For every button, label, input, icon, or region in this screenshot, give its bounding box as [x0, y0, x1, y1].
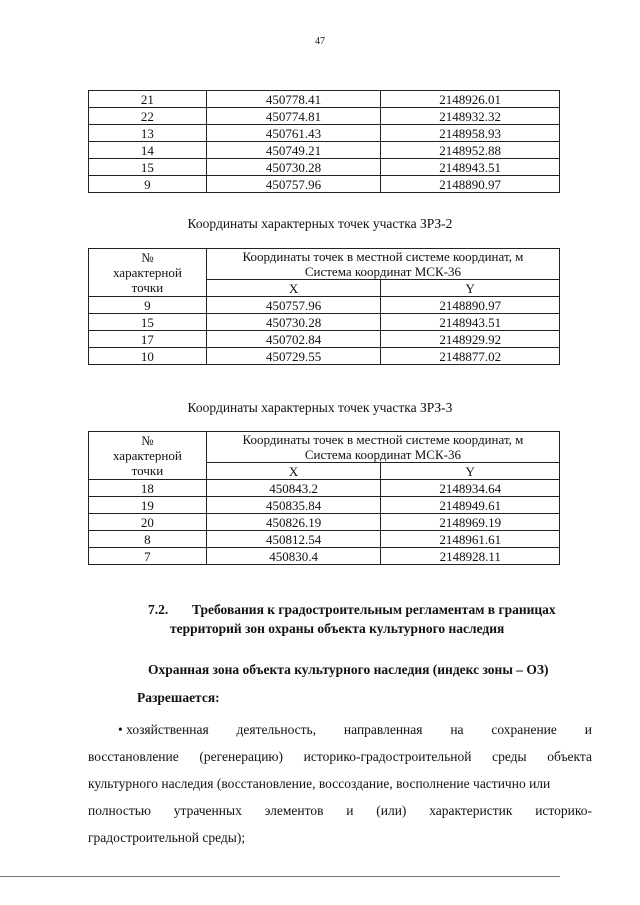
header-point-number: № характерной точки — [89, 249, 207, 297]
x-coordinate-cell: 450812.54 — [206, 531, 381, 548]
paragraph-word: • хозяйственная — [118, 722, 209, 737]
y-coordinate-cell: 2148877.02 — [381, 348, 560, 365]
x-coordinate-cell: 450730.28 — [206, 159, 381, 176]
zone-title: Охранная зона объекта культурного наследия (индекс зоны – ОЗ) — [148, 662, 549, 677]
table-row — [89, 331, 560, 348]
paragraph-word: историко- — [535, 803, 592, 818]
header-coordinates: Координаты точек в местной системе координат, м Система координат МСК-36 — [206, 432, 559, 463]
coordinates-table-zrz-3 — [88, 431, 560, 565]
x-coordinate-cell: 450778.41 — [206, 91, 381, 108]
y-coordinate-cell: 2148890.97 — [381, 297, 560, 314]
table-row — [89, 314, 560, 331]
paragraph-word: сохранение — [491, 722, 557, 737]
x-coordinate-cell: 450835.84 — [206, 497, 381, 514]
paragraph-word: градостроительной среды); — [88, 830, 246, 845]
y-coordinate-cell: 2148929.92 — [381, 331, 560, 348]
point-number-cell: 19 — [89, 497, 207, 514]
point-number-cell: 17 — [89, 331, 207, 348]
x-coordinate-cell: 450729.55 — [206, 348, 381, 365]
point-number-cell: 14 — [89, 142, 207, 159]
y-coordinate-cell: 2148943.51 — [381, 159, 560, 176]
paragraph-line — [88, 797, 592, 824]
table-row — [89, 176, 560, 193]
table-row — [89, 531, 560, 548]
y-coordinate-cell: 2148932.32 — [381, 108, 560, 125]
point-number-cell: 9 — [89, 176, 207, 193]
x-coordinate-cell: 450730.28 — [206, 314, 381, 331]
paragraph-word: культурного наследия (восстановление, воссоздание, восполнение частично или — [88, 776, 551, 791]
paragraph-line — [88, 743, 592, 770]
x-coordinate-cell: 450826.19 — [206, 514, 381, 531]
point-number-cell: 15 — [89, 159, 207, 176]
paragraph-word: (регенерацию) — [199, 749, 283, 764]
page-number: 47 — [315, 36, 325, 47]
point-number-cell: 20 — [89, 514, 207, 531]
y-coordinate-cell: 2148934.64 — [381, 480, 560, 497]
y-coordinate-cell: 2148952.88 — [381, 142, 560, 159]
y-coordinate-cell: 2148969.19 — [381, 514, 560, 531]
paragraph-word: объекта — [547, 749, 592, 764]
y-coordinate-cell: 2148958.93 — [381, 125, 560, 142]
permitted-activity-paragraph — [88, 716, 592, 851]
y-coordinate-cell: 2148961.61 — [381, 531, 560, 548]
paragraph-word: восстановление — [88, 749, 179, 764]
table-row — [89, 297, 560, 314]
point-number-cell: 8 — [89, 531, 207, 548]
paragraph-line — [88, 770, 592, 797]
header-point-number: № характерной точки — [89, 432, 207, 480]
paragraph-word: (или) — [376, 803, 407, 818]
table-row — [89, 348, 560, 365]
header-x: X — [206, 280, 381, 297]
coordinates-table-continuation — [88, 90, 560, 193]
allowed-label: Разрешается: — [137, 690, 220, 705]
table-caption-zrz-3: Координаты характерных точек участка ЗРЗ-3 — [187, 400, 453, 415]
y-coordinate-cell: 2148949.61 — [381, 497, 560, 514]
table-row — [89, 514, 560, 531]
section-title-line1: Требования к градостроительным регламентам в границах — [192, 602, 556, 617]
header-x: X — [206, 463, 381, 480]
point-number-cell: 7 — [89, 548, 207, 565]
paragraph-word: и — [346, 803, 354, 818]
x-coordinate-cell: 450757.96 — [206, 176, 381, 193]
table-row — [89, 480, 560, 497]
x-coordinate-cell: 450830.4 — [206, 548, 381, 565]
table-row — [89, 159, 560, 176]
section-title-line2: территорий зон охраны объекта культурного наследия — [170, 621, 505, 636]
paragraph-word: среды — [492, 749, 527, 764]
point-number-cell: 10 — [89, 348, 207, 365]
paragraph-word: историко-градостроительной — [303, 749, 472, 764]
header-y: Y — [381, 463, 560, 480]
point-number-cell: 21 — [89, 91, 207, 108]
y-coordinate-cell: 2148890.97 — [381, 176, 560, 193]
paragraph-word: направленная — [343, 722, 423, 737]
y-coordinate-cell: 2148943.51 — [381, 314, 560, 331]
section-number: 7.2. — [148, 602, 169, 617]
footer-divider — [0, 876, 560, 877]
x-coordinate-cell: 450843.2 — [206, 480, 381, 497]
paragraph-word: полностью — [88, 803, 151, 818]
x-coordinate-cell: 450702.84 — [206, 331, 381, 348]
point-number-cell: 13 — [89, 125, 207, 142]
point-number-cell: 18 — [89, 480, 207, 497]
paragraph-line — [88, 824, 592, 851]
table-row — [89, 497, 560, 514]
table-row — [89, 125, 560, 142]
table-row — [89, 108, 560, 125]
point-number-cell: 15 — [89, 314, 207, 331]
paragraph-word: деятельность, — [236, 722, 317, 737]
paragraph-word: на — [450, 722, 464, 737]
y-coordinate-cell: 2148928.11 — [381, 548, 560, 565]
x-coordinate-cell: 450774.81 — [206, 108, 381, 125]
paragraph-word: элементов — [264, 803, 324, 818]
header-coordinates: Координаты точек в местной системе координат, м Система координат МСК-36 — [206, 249, 559, 280]
x-coordinate-cell: 450749.21 — [206, 142, 381, 159]
point-number-cell: 22 — [89, 108, 207, 125]
paragraph-word: характеристик — [429, 803, 513, 818]
point-number-cell: 9 — [89, 297, 207, 314]
table-caption-zrz-2: Координаты характерных точек участка ЗРЗ-2 — [187, 216, 453, 231]
table-row — [89, 142, 560, 159]
paragraph-word: утраченных — [173, 803, 242, 818]
coordinates-table-zrz-2 — [88, 248, 560, 365]
y-coordinate-cell: 2148926.01 — [381, 91, 560, 108]
section-heading — [148, 600, 588, 638]
table-row — [89, 548, 560, 565]
table-row — [89, 91, 560, 108]
paragraph-line — [88, 716, 592, 743]
x-coordinate-cell: 450757.96 — [206, 297, 381, 314]
x-coordinate-cell: 450761.43 — [206, 125, 381, 142]
paragraph-word: и — [584, 722, 592, 737]
header-y: Y — [381, 280, 560, 297]
